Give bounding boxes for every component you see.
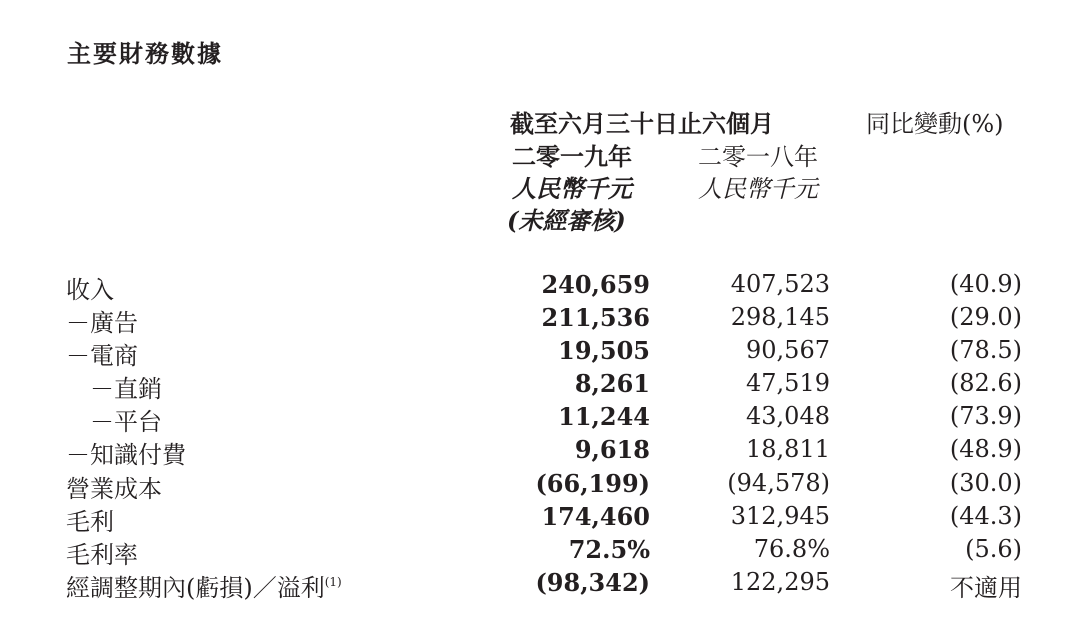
cell-change: 不適用: [950, 574, 1022, 602]
row-label-knowledge-payment: －知識付費: [66, 441, 186, 469]
cell-2018: 47,519: [746, 369, 830, 397]
cell-2018: 43,048: [746, 402, 830, 430]
row-label-gross-profit: 毛利: [66, 508, 114, 536]
row-label-advertising: －廣告: [66, 309, 138, 337]
cell-change: (30.0): [949, 469, 1022, 497]
footnote-marker: (1): [324, 575, 342, 589]
cell-2019: 174,460: [541, 502, 650, 531]
cell-2018: 298,145: [730, 303, 830, 331]
cell-2018: 76.8%: [753, 535, 830, 563]
cell-2018: 90,567: [746, 336, 830, 364]
unit-2019-header: 人民幣千元: [512, 174, 632, 203]
cell-2018: 122,295: [730, 568, 830, 596]
row-label-gross-margin: 毛利率: [66, 541, 138, 569]
page-title: 主要財務數據: [67, 40, 223, 68]
cell-change: (82.6): [949, 369, 1022, 397]
cell-change: (73.9): [949, 402, 1022, 430]
cell-2018: 407,523: [730, 270, 830, 298]
cell-change: (29.0): [949, 303, 1022, 331]
period-header: 截至六月三十日止六個月: [510, 109, 774, 138]
cell-2019: 8,261: [574, 369, 650, 398]
row-label-platform: －平台: [66, 408, 162, 436]
cell-2018: (94,578): [727, 469, 830, 497]
row-label-operating-cost: 營業成本: [66, 475, 162, 503]
row-label-direct-sales: －直銷: [66, 375, 162, 403]
row-label-ecommerce: －電商: [66, 342, 138, 370]
cell-change: (5.6): [965, 535, 1022, 563]
year-2018-header: 二零一八年: [698, 143, 818, 171]
cell-2019: (98,342): [535, 568, 650, 597]
cell-change: (40.9): [949, 270, 1022, 298]
cell-2018: 312,945: [730, 502, 830, 530]
cell-2019: 72.5%: [568, 535, 650, 564]
cell-change: (44.3): [949, 502, 1022, 530]
cell-2019: 240,659: [541, 270, 650, 299]
yoy-change-header: 同比變動(%): [866, 110, 1004, 138]
cell-2019: 211,536: [541, 303, 650, 332]
unit-2018-header: 人民幣千元: [698, 175, 818, 203]
cell-2019: 19,505: [558, 336, 650, 365]
cell-2019: 11,244: [558, 402, 650, 431]
row-label-text: 經調整期內(虧損)／溢利: [66, 574, 325, 602]
cell-2019: 9,618: [574, 435, 650, 464]
row-label-adjusted-profit-loss: [66, 568, 342, 603]
row-label-revenue: 收入: [66, 276, 114, 304]
year-2019-header: 二零一九年: [512, 142, 632, 171]
unaudited-header: (未經審核): [507, 206, 626, 235]
cell-change: (78.5): [949, 336, 1022, 364]
cell-2018: 18,811: [746, 435, 830, 463]
cell-2019: (66,199): [535, 469, 650, 498]
cell-change: (48.9): [949, 435, 1022, 463]
